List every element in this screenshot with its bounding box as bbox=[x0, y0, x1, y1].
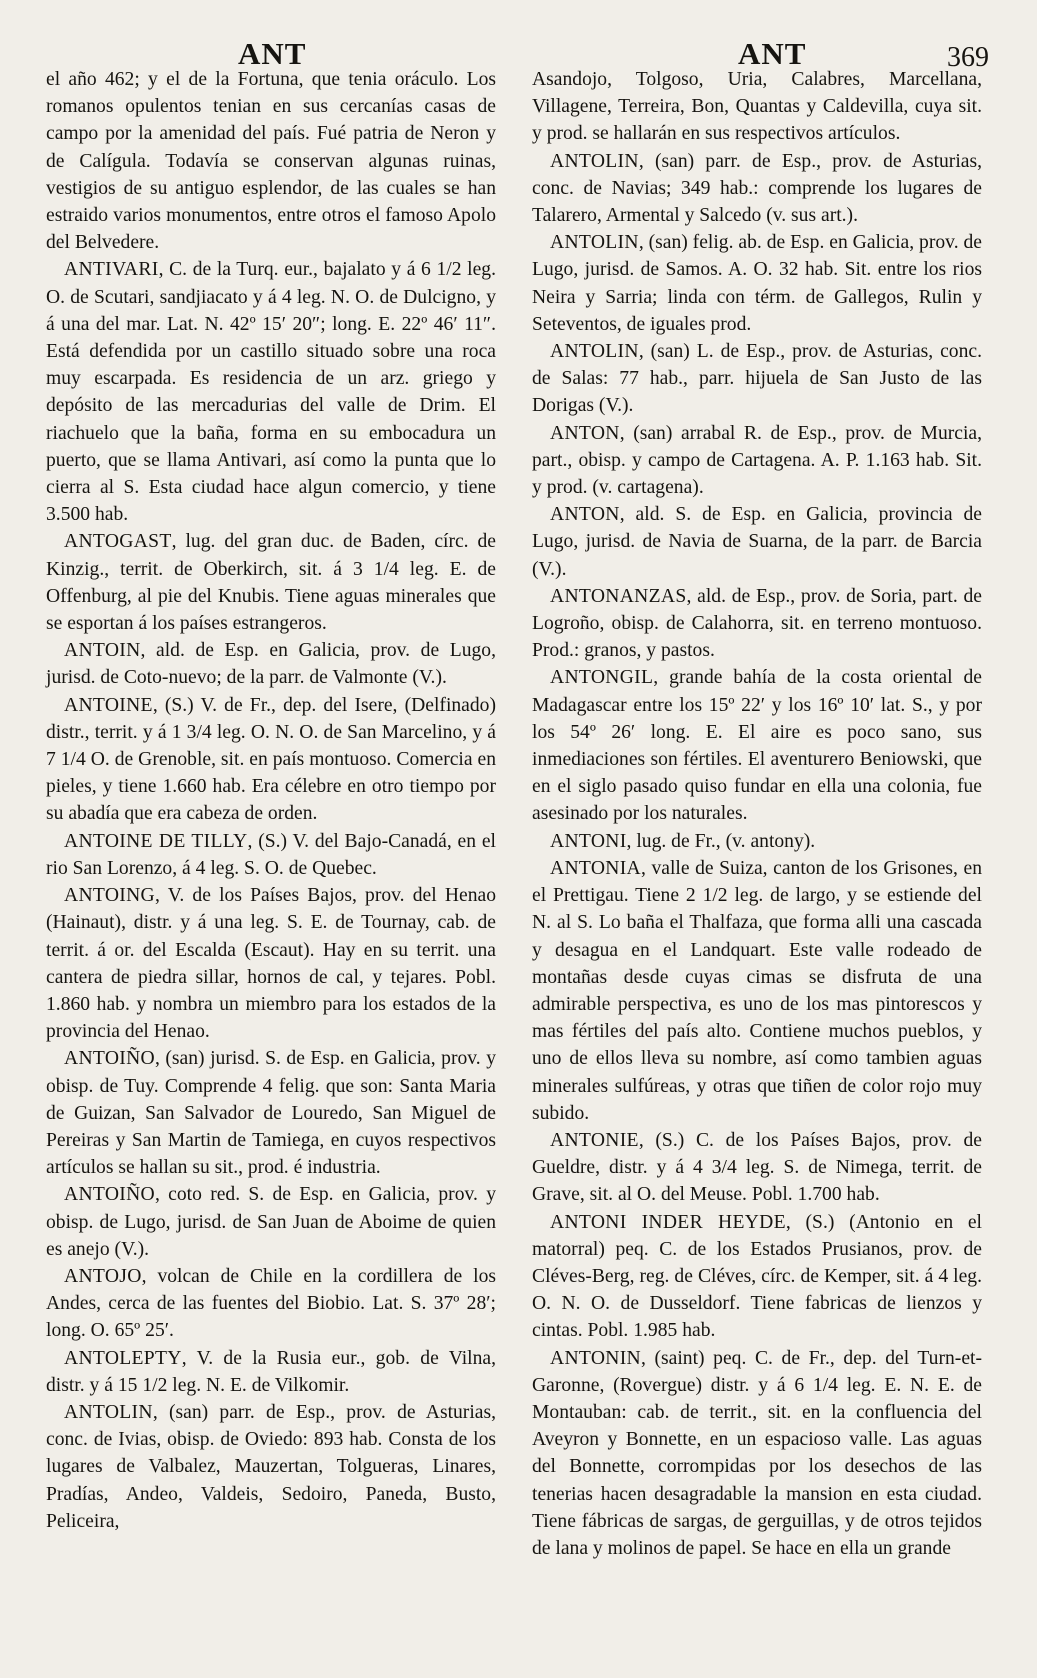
entry-headword: ANTONI INDER HEYDE bbox=[550, 1211, 786, 1233]
entry-text: , (saint) peq. C. de Fr., dep. del Turn-et-Garonne, (Rovergue) distr. y á 6 1/4 leg. E. N. E. de Montauban: cab. de territ., sit. en la confluencia del Aveyron y Bonnette, en un espacioso valle. Las aguas del Bonnette, corrompidas por los desechos de las tenerias hacen desagradable la mansion en esta ciudad. Tiene fábricas de sargas, de gerguillas, y de otros tejidos de lana y molinos de papel. Se hace en ella un grande bbox=[532, 1347, 982, 1559]
dictionary-entry bbox=[46, 828, 496, 882]
entry-headword: ANTOLIN bbox=[550, 341, 639, 363]
entry-headword: ANTOGAST bbox=[64, 531, 172, 553]
entry-text: , valle de Suiza, canton de los Grisones, en el Prettigau. Tiene 2 1/2 leg. de largo, y se estiende del N. al S. Lo baña el Thalfaza, que forma alli una cascada y desagua en el Landquart. Este valle rodeado de montañas desde cuyas cimas se disfruta de una admirable perspectiva, es uno de los mas pintorescos y mas fértiles del país alto. Contiene muchos pueblos, y uno de ellos lleva su nombre, así como tambien aguas minerales sulfúreas, y otras que tiñen de color rojo muy subido. bbox=[532, 857, 982, 1124]
entry-text: , (san) arrabal R. de Esp., prov. de Murcia, part., obisp. y campo de Cartagena. A. P. 1.163 hab. Sit. y prod. (v. cartagena). bbox=[532, 422, 982, 499]
entry-text: , (S.) V. del Bajo-Canadá, en el rio San Lorenzo, á 4 leg. S. O. de Quebec. bbox=[46, 830, 496, 879]
entry-text: , C. de la Turq. eur., bajalato y á 6 1/2 leg. O. de Scutari, sandjiacato y á 4 leg. N. O. de Dulcigno, y á una del mar. Lat. N. 42º 15′ 20″; long. E. 22º 46′ 11″. Está defendida por un castillo situado sobre una roca muy escarpada. Es residencia de un arz. griego y depósito de las mercadurias del valle de Drim. El riachuelo que la baña, forma en su embocadura un puerto, que se llama Antivari, así como la punta que lo cierra al S. Esta ciudad hace algun comercio, y tiene 3.500 hab. bbox=[46, 259, 496, 526]
entry-headword: ANTONGIL bbox=[550, 667, 654, 689]
entry-headword: ANTONIA bbox=[550, 857, 641, 879]
entry-headword: ANTOLEPTY bbox=[64, 1347, 182, 1369]
entry-text: , volcan de Chile en la cordillera de los Andes, cerca de las fuentes del Biobio. Lat. S. 37º 28′; long. O. 65º 25′. bbox=[46, 1265, 496, 1342]
entry-text: , ald. de Esp. en Galicia, prov. de Lugo, jurisd. de Coto-nuevo; de la parr. de Valmonte (V.). bbox=[46, 640, 496, 689]
right-column bbox=[532, 66, 982, 1562]
dictionary-entry bbox=[46, 637, 496, 691]
dictionary-entry bbox=[532, 1209, 982, 1345]
left-column bbox=[46, 66, 496, 1535]
dictionary-entry bbox=[532, 148, 982, 230]
dictionary-entry bbox=[46, 528, 496, 637]
entry-text: , (san) parr. de Esp., prov. de Asturias, conc. de Navias; 349 hab.: comprende los lugares de Talarero, Armental y Salcedo (v. sus art.). bbox=[532, 150, 982, 227]
entry-text: , (san) parr. de Esp., prov. de Asturias, conc. de Ivias, obisp. de Oviedo: 893 hab. Consta de los lugares de Valbalez, Mauzertan, Tolgueras, Linares, Pradías, Andeo, Valdeis, Sedoiro, Paneda, Busto, Peliceira, bbox=[46, 1401, 496, 1532]
entry-headword: ANTOJO bbox=[64, 1265, 142, 1287]
dictionary-entry bbox=[532, 664, 982, 827]
entry-text: , ald. de Esp., prov. de Soria, part. de Logroño, obisp. de Calahorra, sit. en terreno montuoso. Prod.: granos, y pastos. bbox=[532, 585, 982, 662]
page-number: 369 bbox=[947, 42, 989, 73]
running-head-left: ANT bbox=[238, 36, 307, 71]
entry-text: Asandojo, Tolgoso, Uria, Calabres, Marcellana, Villagene, Terreira, Bon, Quantas y Caldevilla, cuya sit. y prod. se hallarán en sus respectivos artículos. bbox=[532, 69, 982, 145]
entry-headword: ANTON bbox=[550, 422, 620, 444]
entry-headword: ANTOIN bbox=[64, 640, 141, 662]
entry-headword: ANTOIÑO bbox=[64, 1048, 155, 1070]
dictionary-entry bbox=[532, 855, 982, 1127]
entry-text: , (S.) (Antonio en el matorral) peq. C. de los Estados Prusianos, prov. de Cléves-Berg, reg. de Cléves, círc. de Kemper, sit. á 4 leg. O. N. O. de Dusseldorf. Tiene fabricas de lienzos y cintas. Pobl. 1.985 hab. bbox=[532, 1211, 982, 1342]
entry-text: , V. de la Rusia eur., gob. de Vilna, distr. y á 15 1/2 leg. N. E. de Vilkomir. bbox=[46, 1347, 496, 1396]
entry-text: , (S.) C. de los Países Bajos, prov. de Gueldre, distr. y á 4 3/4 leg. S. de Nimega, territ. de Grave, sit. al O. del Meuse. Pobl. 1.700 hab. bbox=[532, 1129, 982, 1206]
dictionary-entry bbox=[532, 420, 982, 502]
entry-text: el año 462; y el de la Fortuna, que tenia oráculo. Los romanos opulentos tenian en sus cercanías casas de campo por la amenidad del país. Fué patria de Neron y de Calígula. Todavía se conservan algunas ruinas, vestigios de su antiguo esplendor, de las cuales se han estraido varios monumentos, entre otros el famoso Apolo del Belvedere. bbox=[46, 69, 496, 254]
dictionary-entry bbox=[532, 828, 982, 855]
dictionary-entry bbox=[46, 1181, 496, 1263]
dictionary-entry bbox=[46, 256, 496, 528]
entry-headword: ANTOLIN bbox=[64, 1401, 153, 1423]
dictionary-entry bbox=[46, 692, 496, 828]
entry-headword: ANTON bbox=[550, 504, 620, 526]
running-head-right: ANT bbox=[738, 36, 807, 71]
entry-headword: ANTONIN bbox=[550, 1347, 641, 1369]
dictionary-entry bbox=[46, 882, 496, 1045]
entry-text: , V. de los Países Bajos, prov. del Henao (Hainaut), distr. y á una leg. S. E. de Tournay, cab. de territ. á or. del Escalda (Escaut). Hay en su territ. una cantera de piedra sillar, hornos de cal, y tejares. Pobl. 1.860 hab. y nombra un miembro para los estados de la provincia del Henao. bbox=[46, 885, 496, 1043]
dictionary-entry bbox=[46, 1263, 496, 1345]
entry-text: , (S.) V. de Fr., dep. del Isere, (Delfinado) distr., territ. y á 1 3/4 leg. O. N. O. de San Marcelino, y á 7 1/4 O. de Grenoble, sit. en país montuoso. Comercia en pieles, y tiene 1.660 hab. Era célebre en otro tiempo por su abadía que era cabeza de orden. bbox=[46, 694, 496, 825]
dictionary-entry bbox=[532, 338, 982, 420]
entry-text: , grande bahía de la costa oriental de Madagascar entre los 15º 22′ y los 16º 10′ lat. S., y por los 54º 26′ long. E. El aire es poco sano, sus inmediaciones son fértiles. El aventurero Beniowski, que en el siglo pasado quiso fundar en ella una colonia, fue asesinado por los naturales. bbox=[532, 667, 982, 825]
entry-text: , lug. de Fr., (v. antony). bbox=[626, 830, 816, 852]
entry-headword: ANTOING bbox=[64, 885, 155, 907]
dictionary-entry bbox=[532, 1127, 982, 1209]
dictionary-entry bbox=[532, 66, 982, 148]
entry-headword: ANTOLIN bbox=[550, 232, 639, 254]
entry-headword: ANTOLIN bbox=[550, 150, 639, 172]
entry-text: , ald. S. de Esp. en Galicia, provincia de Lugo, jurisd. de Navia de Suarna, de la parr. de Barcia (V.). bbox=[532, 504, 982, 580]
dictionary-entry bbox=[532, 583, 982, 665]
dictionary-entry bbox=[532, 501, 982, 583]
entry-text: , (san) felig. ab. de Esp. en Galicia, prov. de Lugo, jurisd. de Samos. A. O. 32 hab. Sit. entre los rios Neira y Sarria; linda con térm. de Gallegos, Rulin y Seteventos, de iguales prod. bbox=[532, 232, 982, 335]
entry-text: , (san) L. de Esp., prov. de Asturias, conc. de Salas: 77 hab., parr. hijuela de San Justo de las Dorigas (V.). bbox=[532, 341, 982, 417]
dictionary-entry bbox=[532, 229, 982, 338]
entry-text: , lug. del gran duc. de Baden, círc. de Kinzig., territ. de Oberkirch, sit. á 3 1/4 leg. E. de Offenburg, al pie del Knubis. Tiene aguas minerales que se esportan á los países estrangeros. bbox=[46, 531, 496, 635]
entry-headword: ANTONI bbox=[550, 830, 627, 852]
entry-text: , coto red. S. de Esp. en Galicia, prov. y obisp. de Lugo, jurisd. de San Juan de Aboime de quien es anejo (V.). bbox=[46, 1184, 496, 1260]
entry-headword: ANTOINE DE TILLY bbox=[64, 830, 248, 852]
entry-headword: ANTIVARI bbox=[64, 259, 159, 281]
dictionary-entry bbox=[46, 1399, 496, 1535]
entry-headword: ANTONIE bbox=[550, 1129, 639, 1151]
dictionary-entry bbox=[46, 1045, 496, 1181]
entry-text: , (san) jurisd. S. de Esp. en Galicia, prov. y obisp. de Tuy. Comprende 4 felig. que son: Santa Maria de Guizan, San Salvador de Louredo, San Miguel de Pereiras y San Martin de Tamiega, en cuyos respectivos artículos se hallan su sit., prod. é industria. bbox=[46, 1048, 496, 1179]
dictionary-entry bbox=[46, 1345, 496, 1399]
entry-headword: ANTONANZAS bbox=[550, 585, 687, 607]
dictionary-entry bbox=[532, 1345, 982, 1563]
entry-headword: ANTOIÑO bbox=[64, 1184, 155, 1206]
dictionary-entry bbox=[46, 66, 496, 256]
entry-headword: ANTOINE bbox=[64, 694, 153, 716]
